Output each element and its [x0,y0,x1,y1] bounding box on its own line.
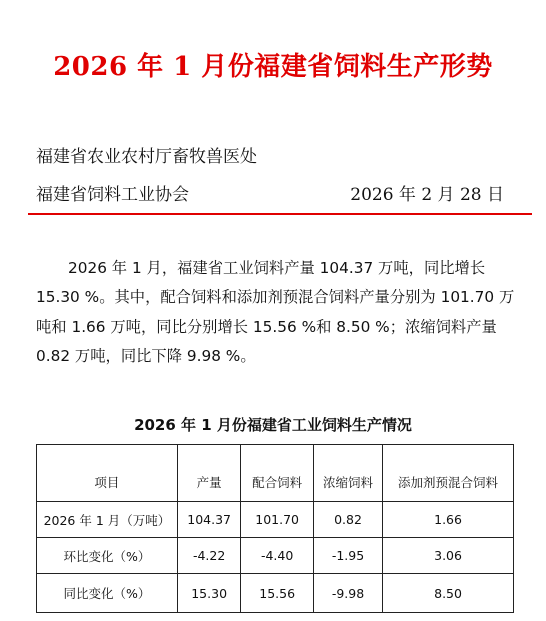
header-premix-feed: 添加剂预混合饲料 [383,445,514,502]
table-cell: 0.82 [313,502,382,538]
table-row [37,502,514,538]
header-output: 产量 [177,445,241,502]
red-divider-line [28,213,532,215]
table-cell: -4.40 [241,538,313,574]
table-cell: 同比变化（%） [37,574,178,613]
table-cell: -4.22 [177,538,241,574]
table-cell: 3.06 [383,538,514,574]
table-cell: 15.56 [241,574,313,613]
table-cell: 15.30 [177,574,241,613]
table-cell: 2026 年 1 月（万吨） [37,502,178,538]
summary-paragraph: 2026 年 1 月，福建省工业饲料产量 104.37 万吨，同比增长 15.30 %。其中，配合饲料和添加剂预混合饲料产量分别为 101.70 万吨和 1.66 万吨，同比分别增长 15.56 %和 8.50 %；浓缩饲料产量 0.82 万吨，同比下降 9.98 %。 [36,259,515,366]
table-row [37,574,514,613]
issuer-association: 福建省饲料工业协会 [36,185,189,205]
header-item: 项目 [37,445,178,502]
table-title: 2026 年 1 月份福建省工业饲料生产情况 [134,416,412,434]
table-cell: 8.50 [383,574,514,613]
table-cell: -1.95 [313,538,382,574]
table-cell: 104.37 [177,502,241,538]
table-row [37,538,514,574]
table-header-row [37,445,514,502]
table-cell: -9.98 [313,574,382,613]
header-compound-feed: 配合饲料 [241,445,313,502]
issuer-department: 福建省农业农村厅畜牧兽医处 [36,147,257,167]
production-table [36,444,514,613]
table-cell: 环比变化（%） [37,538,178,574]
table-cell: 1.66 [383,502,514,538]
issue-date: 2026 年 2 月 28 日 [350,185,504,205]
document-title: 2026 年 1 月份福建省饲料生产形势 [53,52,493,82]
header-concentrate-feed: 浓缩饲料 [313,445,382,502]
table-cell: 101.70 [241,502,313,538]
